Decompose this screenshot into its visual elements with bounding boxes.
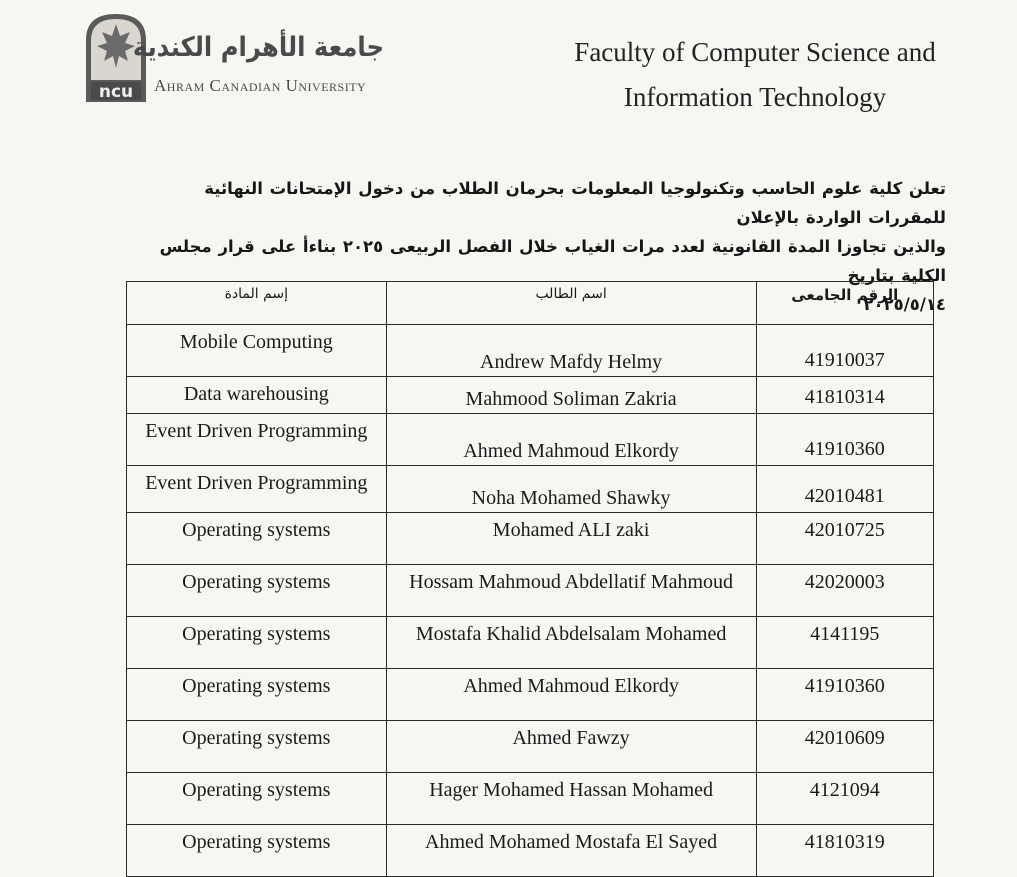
university-id: 41910037 <box>756 325 933 377</box>
university-id: 42010725 <box>756 513 933 565</box>
course-name: Operating systems <box>127 617 387 669</box>
student-name: Noha Mohamed Shawky <box>386 466 756 513</box>
student-name: Ahmed Mahmoud Elkordy <box>386 414 756 466</box>
student-name: Andrew Mafdy Helmy <box>386 325 756 377</box>
logo-abbreviation: ncu <box>98 82 134 102</box>
course-name: Operating systems <box>127 825 387 877</box>
course-name: Operating systems <box>127 773 387 825</box>
faculty-title-line1: Faculty of Computer Science and <box>574 37 936 67</box>
header-university-id: الرقم الجامعى <box>756 282 933 325</box>
table-header-row <box>127 282 934 325</box>
student-name: Mostafa Khalid Abdelsalam Mohamed <box>386 617 756 669</box>
table-row <box>127 669 934 721</box>
student-name: Ahmed Mohamed Mostafa El Sayed <box>386 825 756 877</box>
course-name: Data warehousing <box>127 377 387 414</box>
course-name: Mobile Computing <box>127 325 387 377</box>
table-row <box>127 466 934 513</box>
course-name: Event Driven Programming <box>127 414 387 466</box>
university-id: 41810314 <box>756 377 933 414</box>
table-row <box>127 825 934 877</box>
announcement-line2: والذين تجاوزا المدة القانونية لعدد مرات الغياب خلال الفصل الربيعى ٢٠٢٥ بناءأ على قرار مجلس الكلية بتاريخ <box>159 237 946 285</box>
student-name: Hager Mohamed Hassan Mohamed <box>386 773 756 825</box>
student-name: Mohamed ALI zaki <box>386 513 756 565</box>
table-row <box>127 565 934 617</box>
faculty-title <box>540 30 970 120</box>
faculty-title-line2: Information Technology <box>623 82 887 112</box>
course-name: Operating systems <box>127 565 387 617</box>
university-logo <box>82 10 392 110</box>
table-row <box>127 513 934 565</box>
university-id: 4141195 <box>756 617 933 669</box>
student-name: Ahmed Fawzy <box>386 721 756 773</box>
logo-arabic-name: جامعة الأهرام الكندية <box>132 32 384 63</box>
table-row <box>127 325 934 377</box>
table-row <box>127 721 934 773</box>
university-id: 42020003 <box>756 565 933 617</box>
header-course-name: إسم المادة <box>127 282 387 325</box>
university-id: 42010481 <box>756 466 933 513</box>
university-id: 41910360 <box>756 669 933 721</box>
logo-english-name: Ahram Canadian University <box>154 76 367 95</box>
student-name: Ahmed Mahmoud Elkordy <box>386 669 756 721</box>
course-name: Operating systems <box>127 669 387 721</box>
table-row <box>127 414 934 466</box>
course-name: Operating systems <box>127 721 387 773</box>
university-id: 41810319 <box>756 825 933 877</box>
student-name: Mahmood Soliman Zakria <box>386 377 756 414</box>
course-name: Event Driven Programming <box>127 466 387 513</box>
header-student-name: اسم الطالب <box>386 282 756 325</box>
announcement-date: ٢٠٢٥/٥/١٤ <box>863 295 946 314</box>
university-id: 42010609 <box>756 721 933 773</box>
announcement-line1: تعلن كلية علوم الحاسب وتكنولوجيا المعلومات بحرمان الطلاب من دخول الإمتحانات النهائية للمقررات الواردة بالإعلان <box>204 179 946 227</box>
course-name: Operating systems <box>127 513 387 565</box>
student-name: Hossam Mahmoud Abdellatif Mahmoud <box>386 565 756 617</box>
deprived-students-table <box>126 281 934 877</box>
table-row <box>127 377 934 414</box>
table-row <box>127 617 934 669</box>
university-id: 41910360 <box>756 414 933 466</box>
university-id: 4121094 <box>756 773 933 825</box>
